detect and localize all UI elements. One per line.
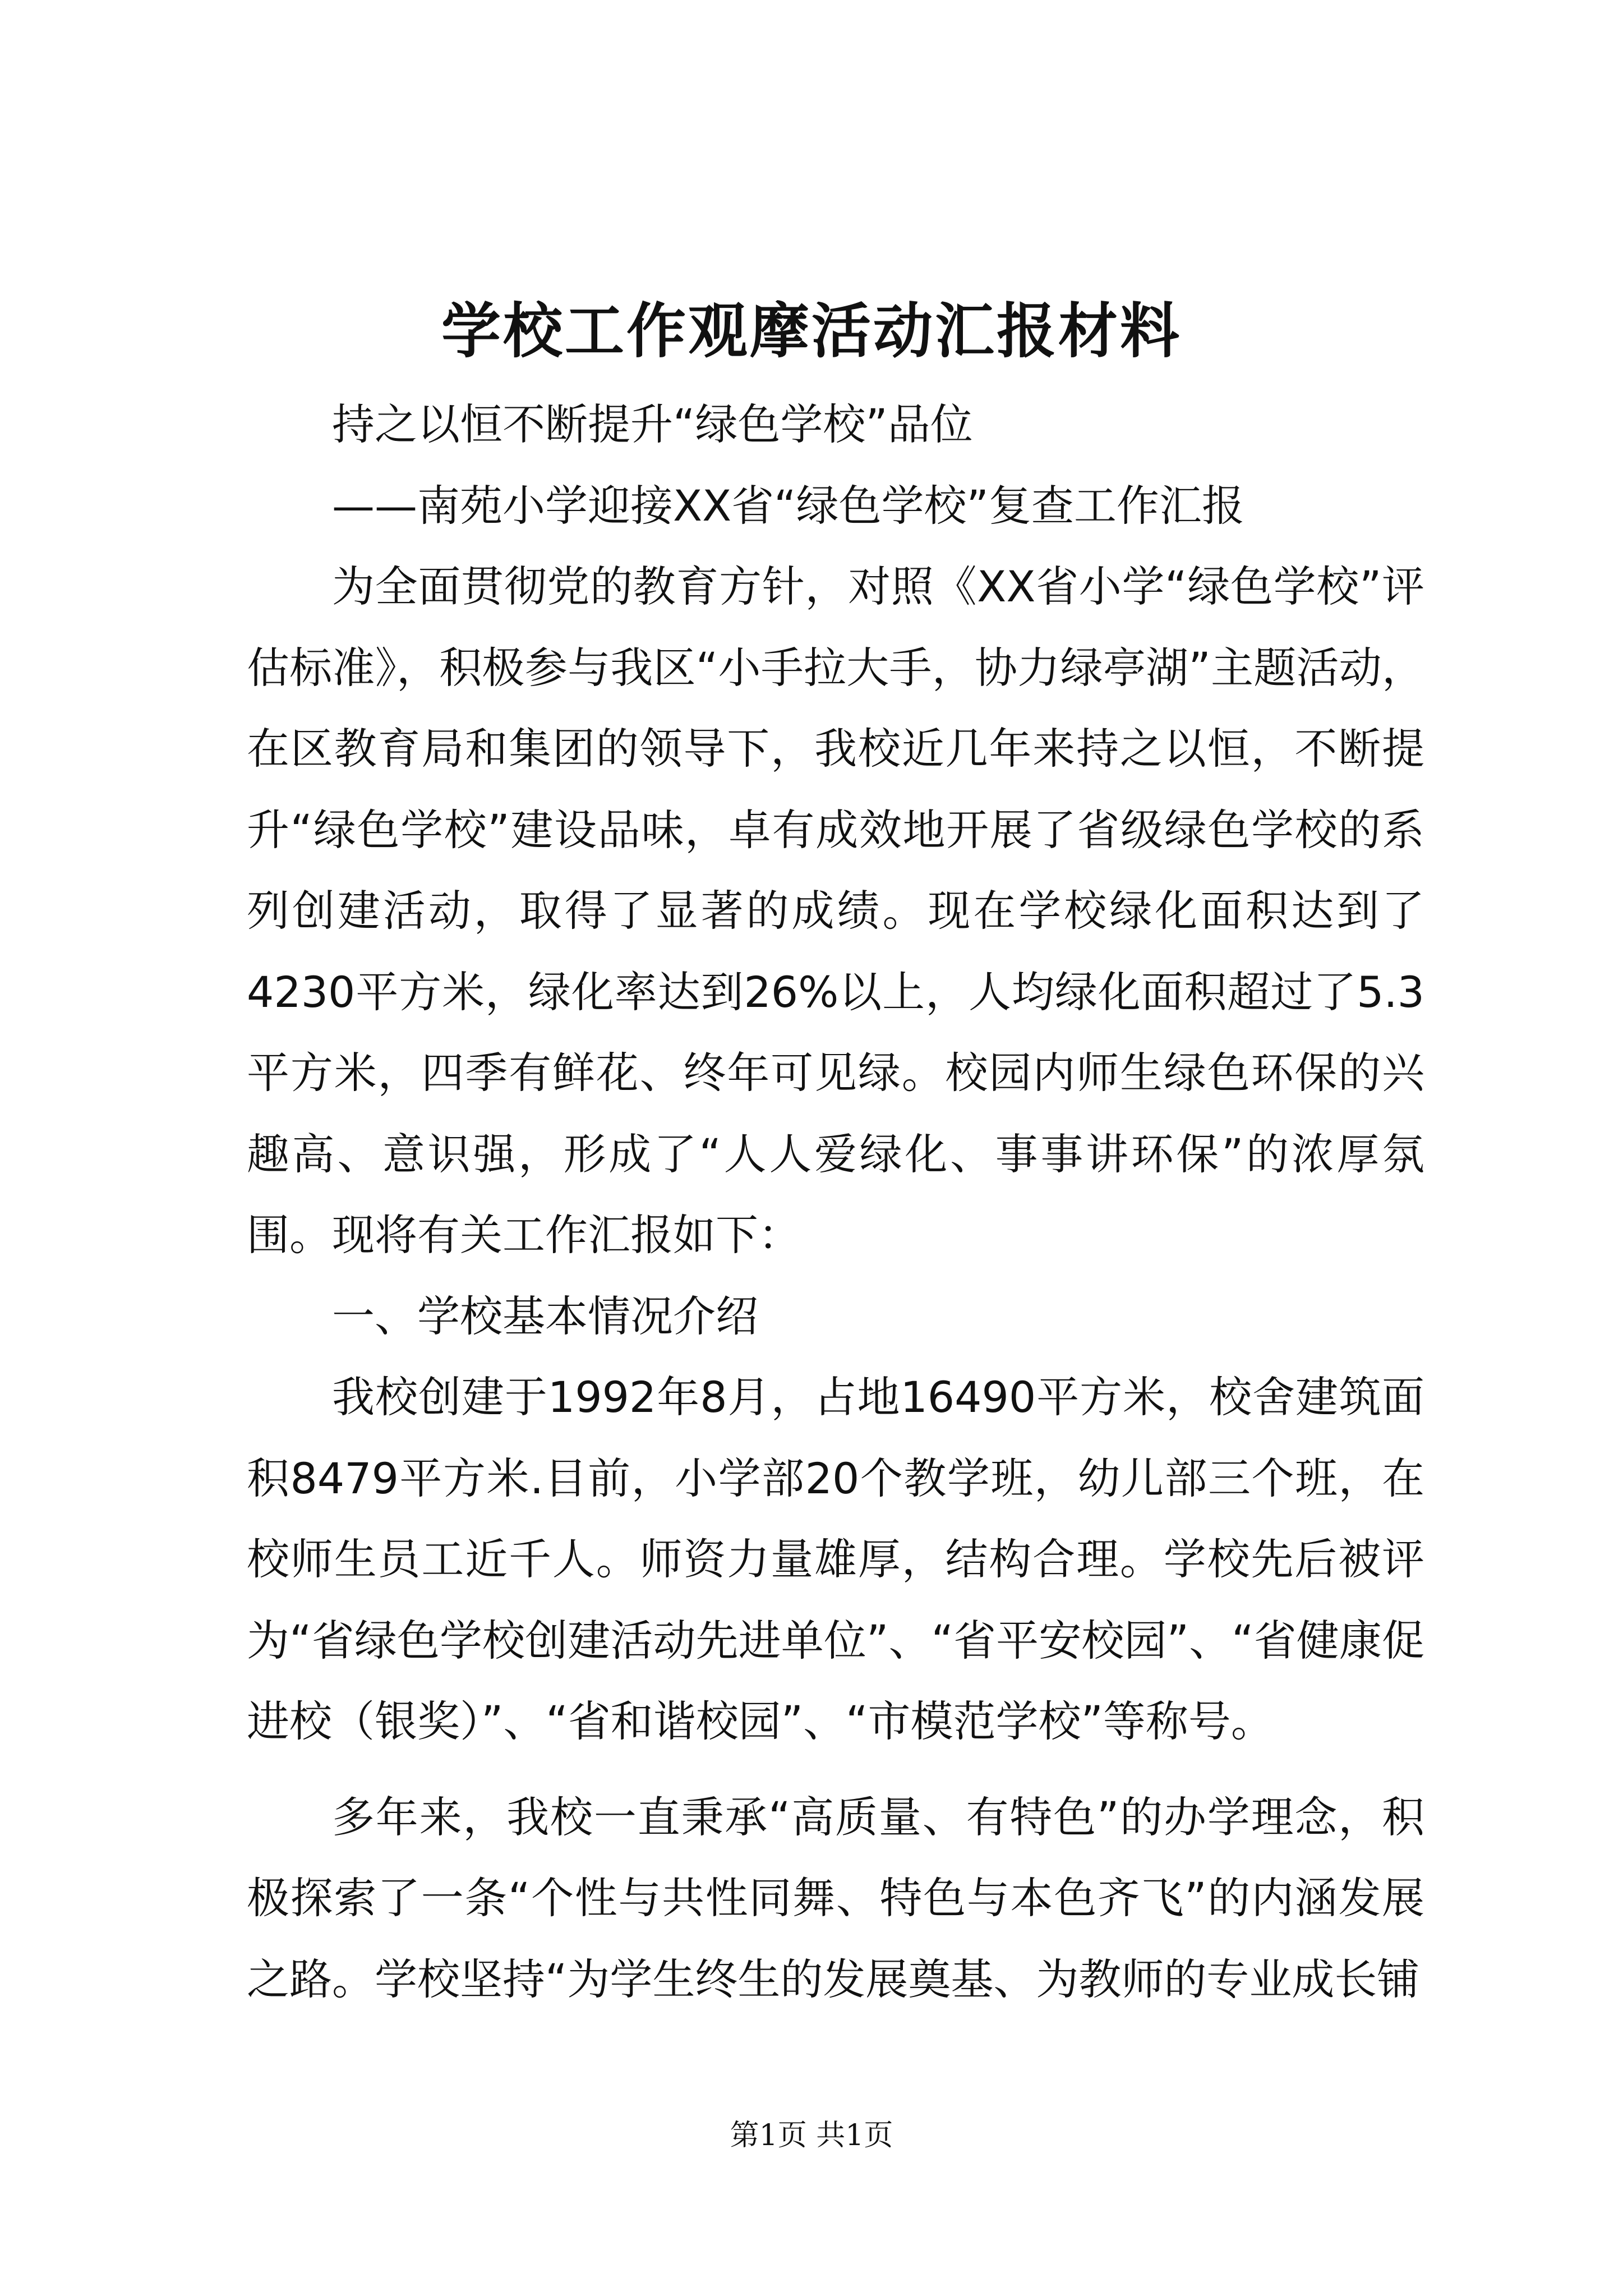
paragraph-basic-info: 我校创建于1992年8月，占地16490平方米，校舍建筑面积8479平方米.目前，小学部20个教学班，幼儿部三个班，在校师生员工近千人。师资力量雄厚，结构合理。学校先后被评为“省绿色学校创建活动先进单位”、“省平安校园”、“省健康促进校（银奖）”、“省和谐校园”、“市模范学校”等称号。 bbox=[247, 1372, 1424, 1746]
document-title: 学校工作观摩活动汇报材料 bbox=[441, 296, 1182, 366]
paragraph-intro: 为全面贯彻党的教育方针，对照《XX省小学“绿色学校”评估标准》，积极参与我区“小手拉大手，协力绿亭湖”主题活动，在区教育局和集团的领导下，我校近几年来持之以恒，不断提升“绿色学校”建设品味，卓有成效地开展了省级绿色学校的系列创建活动，取得了显著的成绩。现在学校绿化面积达到了4230平方米，绿化率达到26%以上，人均绿化面积超过了5.3平方米，四季有鲜花、终年可见绿。校园内师生绿色环保的兴趣高、意识强，形成了“人人爱绿化、事事讲环保”的浓厚氛围。现将有关工作汇报如下： bbox=[247, 562, 1424, 1260]
document-body bbox=[247, 384, 1424, 2020]
section-heading: 一、学校基本情况介绍 bbox=[332, 1291, 758, 1341]
byline: ——南苑小学迎接XX省“绿色学校”复查工作汇报 bbox=[332, 480, 1244, 531]
paragraph-philosophy: 多年来，我校一直秉承“高质量、有特色”的办学理念，积极探索了一条“个性与共性同舞、特色与本色齐飞”的内涵发展之路。学校坚持“为学生终生的发展奠基、为教师的专业成长铺 bbox=[247, 1792, 1424, 2004]
subtitle: 持之以恒不断提升“绿色学校”品位 bbox=[332, 399, 973, 449]
page-number: 第1页 共1页 bbox=[730, 2119, 893, 2152]
